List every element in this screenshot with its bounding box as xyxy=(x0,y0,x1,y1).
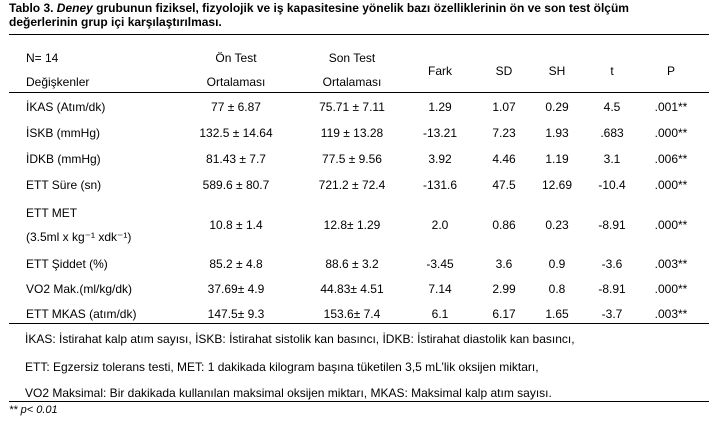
row-name-unit: (3.5ml x kg⁻¹ xdk⁻¹) xyxy=(26,230,132,244)
row-name: İKAS (Atım/dk) xyxy=(26,100,106,114)
row-name: ETT Süre (sn) xyxy=(26,178,102,192)
row-post: 75.71 ± 7.11 xyxy=(319,100,385,114)
row-t: 3.1 xyxy=(603,152,621,166)
row-pre: 37.69± 4.9 xyxy=(207,282,265,296)
row-diff: -3.45 xyxy=(426,257,454,271)
row-name: VO2 Mak.(ml/kg/dk) xyxy=(26,282,133,296)
footnote-abbrev-2: ETT: Egzersiz tolerans testi, MET: 1 dakikada kilogram başına tüketilen 3,5 mL’lik oksijen miktarı, xyxy=(25,360,539,374)
caption-label: Tablo 3. xyxy=(9,1,54,15)
header-n: N= 14 xyxy=(26,51,59,65)
row-name: İDKB (mmHg) xyxy=(26,152,101,166)
caption-text: grubunun fiziksel, fizyolojik ve iş kapasitesine yönelik bazı özelliklerinin ön ve son test ölçüm xyxy=(92,1,629,15)
row-name: ETT Şiddet (%) xyxy=(26,257,108,271)
row-post: 12.8± 1.29 xyxy=(323,218,381,232)
row-sd: 2.99 xyxy=(492,282,516,296)
row-diff: -131.6 xyxy=(422,178,458,192)
header-post-line1: Son Test xyxy=(328,51,376,65)
row-p: .003** xyxy=(654,307,688,321)
row-pre: 132.5 ± 14.64 xyxy=(199,126,273,140)
header-sh: SH xyxy=(548,64,566,78)
row-t: 4.5 xyxy=(603,100,621,114)
row-diff: 2.0 xyxy=(431,218,449,232)
caption-group: Deney xyxy=(56,1,93,15)
row-pre: 77 ± 6.87 xyxy=(211,100,261,114)
header-pre-line2: Ortalaması xyxy=(206,75,266,89)
row-t: -8.91 xyxy=(598,218,626,232)
footnote-abbrev-3: VO2 Maksimal: Bir dakikada kullanılan maksimal oksijen miktarı, MKAS: Maksimal kalp atım sayısı. xyxy=(25,386,552,400)
row-sd: 6.17 xyxy=(492,307,516,321)
header-variables: Değişkenler xyxy=(26,75,90,89)
row-sd: 4.46 xyxy=(492,152,516,166)
row-t: -3.7 xyxy=(601,307,623,321)
header-post-line2: Ortalaması xyxy=(322,75,382,89)
row-sh: 1.65 xyxy=(545,307,569,321)
row-sh: 0.8 xyxy=(548,282,566,296)
row-post: 153.6± 7.4 xyxy=(323,307,381,321)
caption-line-2: değerlerinin grup içi karşılaştırılması. xyxy=(9,15,222,29)
footnote-abbrev-1: İKAS: İstirahat kalp atım sayısı, İSKB: İstirahat sistolik kan basıncı, İDKB: İstirahat diastolik kan basıncı, xyxy=(25,332,575,346)
row-p: .001** xyxy=(654,100,688,114)
row-sh: 12.69 xyxy=(541,178,573,192)
row-t: -3.6 xyxy=(601,257,623,271)
header-rule xyxy=(9,92,709,93)
footnote-rule xyxy=(9,401,709,402)
row-diff: 6.1 xyxy=(431,307,449,321)
row-post: 721.2 ± 72.4 xyxy=(318,178,386,192)
row-p: .006** xyxy=(654,152,688,166)
row-diff: 7.14 xyxy=(428,282,452,296)
caption-line-1 xyxy=(9,1,714,15)
row-diff: -13.21 xyxy=(422,126,458,140)
table-top-rule xyxy=(9,34,709,35)
row-sd: 7.23 xyxy=(492,126,516,140)
row-sd: 1.07 xyxy=(492,100,516,114)
row-post: 44.83± 4.51 xyxy=(320,282,384,296)
row-name: İSKB (mmHg) xyxy=(26,126,101,140)
row-pre: 85.2 ± 4.8 xyxy=(209,257,263,271)
row-post: 88.6 ± 3.2 xyxy=(325,257,379,271)
header-diff: Fark xyxy=(428,64,452,78)
row-diff: 3.92 xyxy=(428,152,452,166)
row-p: .000** xyxy=(654,218,688,232)
table-bottom-rule xyxy=(9,323,709,324)
significance-note: ** p< 0.01 xyxy=(9,404,58,416)
row-sd: 47.5 xyxy=(492,178,516,192)
row-sh: 0.9 xyxy=(548,257,566,271)
row-diff: 1.29 xyxy=(428,100,452,114)
row-sh: 1.19 xyxy=(545,152,569,166)
row-post: 77.5 ± 9.56 xyxy=(322,152,382,166)
row-post: 119 ± 13.28 xyxy=(320,126,384,140)
row-p: .000** xyxy=(654,282,688,296)
row-t: .683 xyxy=(600,126,624,140)
row-pre: 81.43 ± 7.7 xyxy=(206,152,266,166)
row-pre: 10.8 ± 1.4 xyxy=(209,218,263,232)
row-p: .000** xyxy=(654,126,688,140)
row-sh: 0.23 xyxy=(545,218,569,232)
row-name: ETT MKAS (atım/dk) xyxy=(26,307,137,321)
header-pre-line1: Ön Test xyxy=(215,51,257,65)
row-pre: 589.6 ± 80.7 xyxy=(202,178,270,192)
row-t: -8.91 xyxy=(598,282,626,296)
header-p: P xyxy=(666,64,676,78)
row-p: .003** xyxy=(654,257,688,271)
row-sh: 0.29 xyxy=(545,100,569,114)
header-sd: SD xyxy=(495,64,513,78)
row-sd: 0.86 xyxy=(492,218,516,232)
row-pre: 147.5± 9.3 xyxy=(207,307,265,321)
row-t: -10.4 xyxy=(598,178,626,192)
row-name: ETT MET xyxy=(26,206,78,220)
row-sd: 3.6 xyxy=(495,257,513,271)
row-sh: 1.93 xyxy=(545,126,569,140)
row-p: .000** xyxy=(654,178,688,192)
table-caption xyxy=(9,1,714,29)
header-t: t xyxy=(610,64,614,78)
